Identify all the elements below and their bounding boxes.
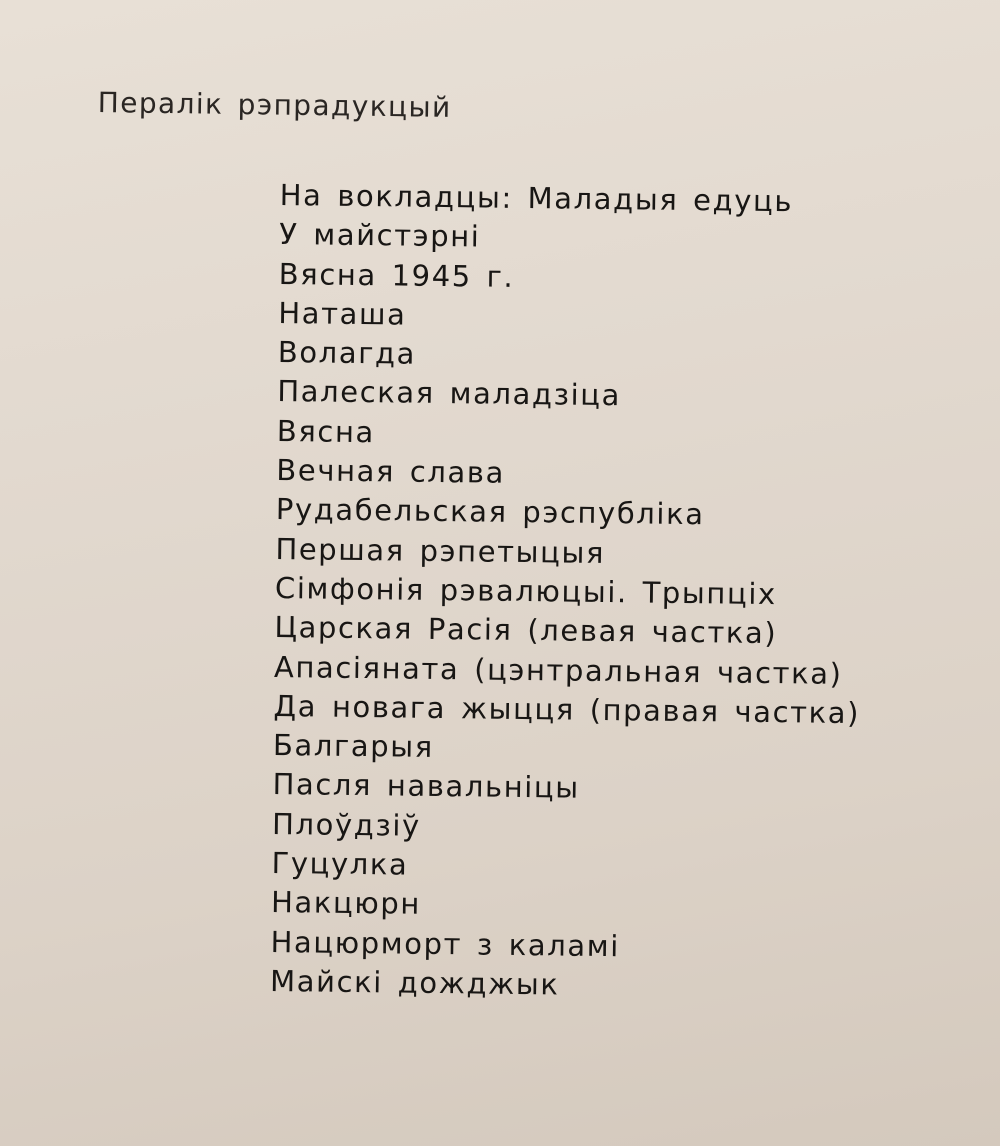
list-item: Балгарыя [272,728,435,765]
list-item: Палеская маладзіца [277,374,622,413]
list-item: Пасля навальніцы [272,767,580,806]
list-item: Апасіяната (цэнтральная частка) [273,649,843,691]
list-item: Плоўдзіў [271,806,422,843]
list-item: Сімфонія рэвалюцыі. Трыпціх [274,570,777,612]
list-item: Царская Расія (левая частка) [274,610,778,651]
list-item: Майскі дожджык [269,963,560,1002]
list-item: Да новага жыцця (правая частка) [273,688,861,730]
list-item: Першая рэпетыцыя [275,531,606,570]
list-item: Волагда [277,335,417,371]
list-item: Нацюрморт з каламі [270,924,621,963]
list-item: Накцюрн [270,885,422,922]
list-item: У майстэрні [279,217,481,254]
list-item: Вясна 1945 г. [278,256,515,294]
list-item: Наташа [278,295,407,332]
list-item: Рудабельская рэспубліка [275,492,705,532]
list-item: Гуцулка [271,845,409,882]
list-item: На вокладцы: Маладыя едуць [279,177,794,219]
list-item: Вясна [276,413,376,449]
reproductions-list [270,176,867,1008]
page-title: Пералік рэпрадукцый [97,86,452,124]
list-item: Вечная слава [276,453,506,490]
